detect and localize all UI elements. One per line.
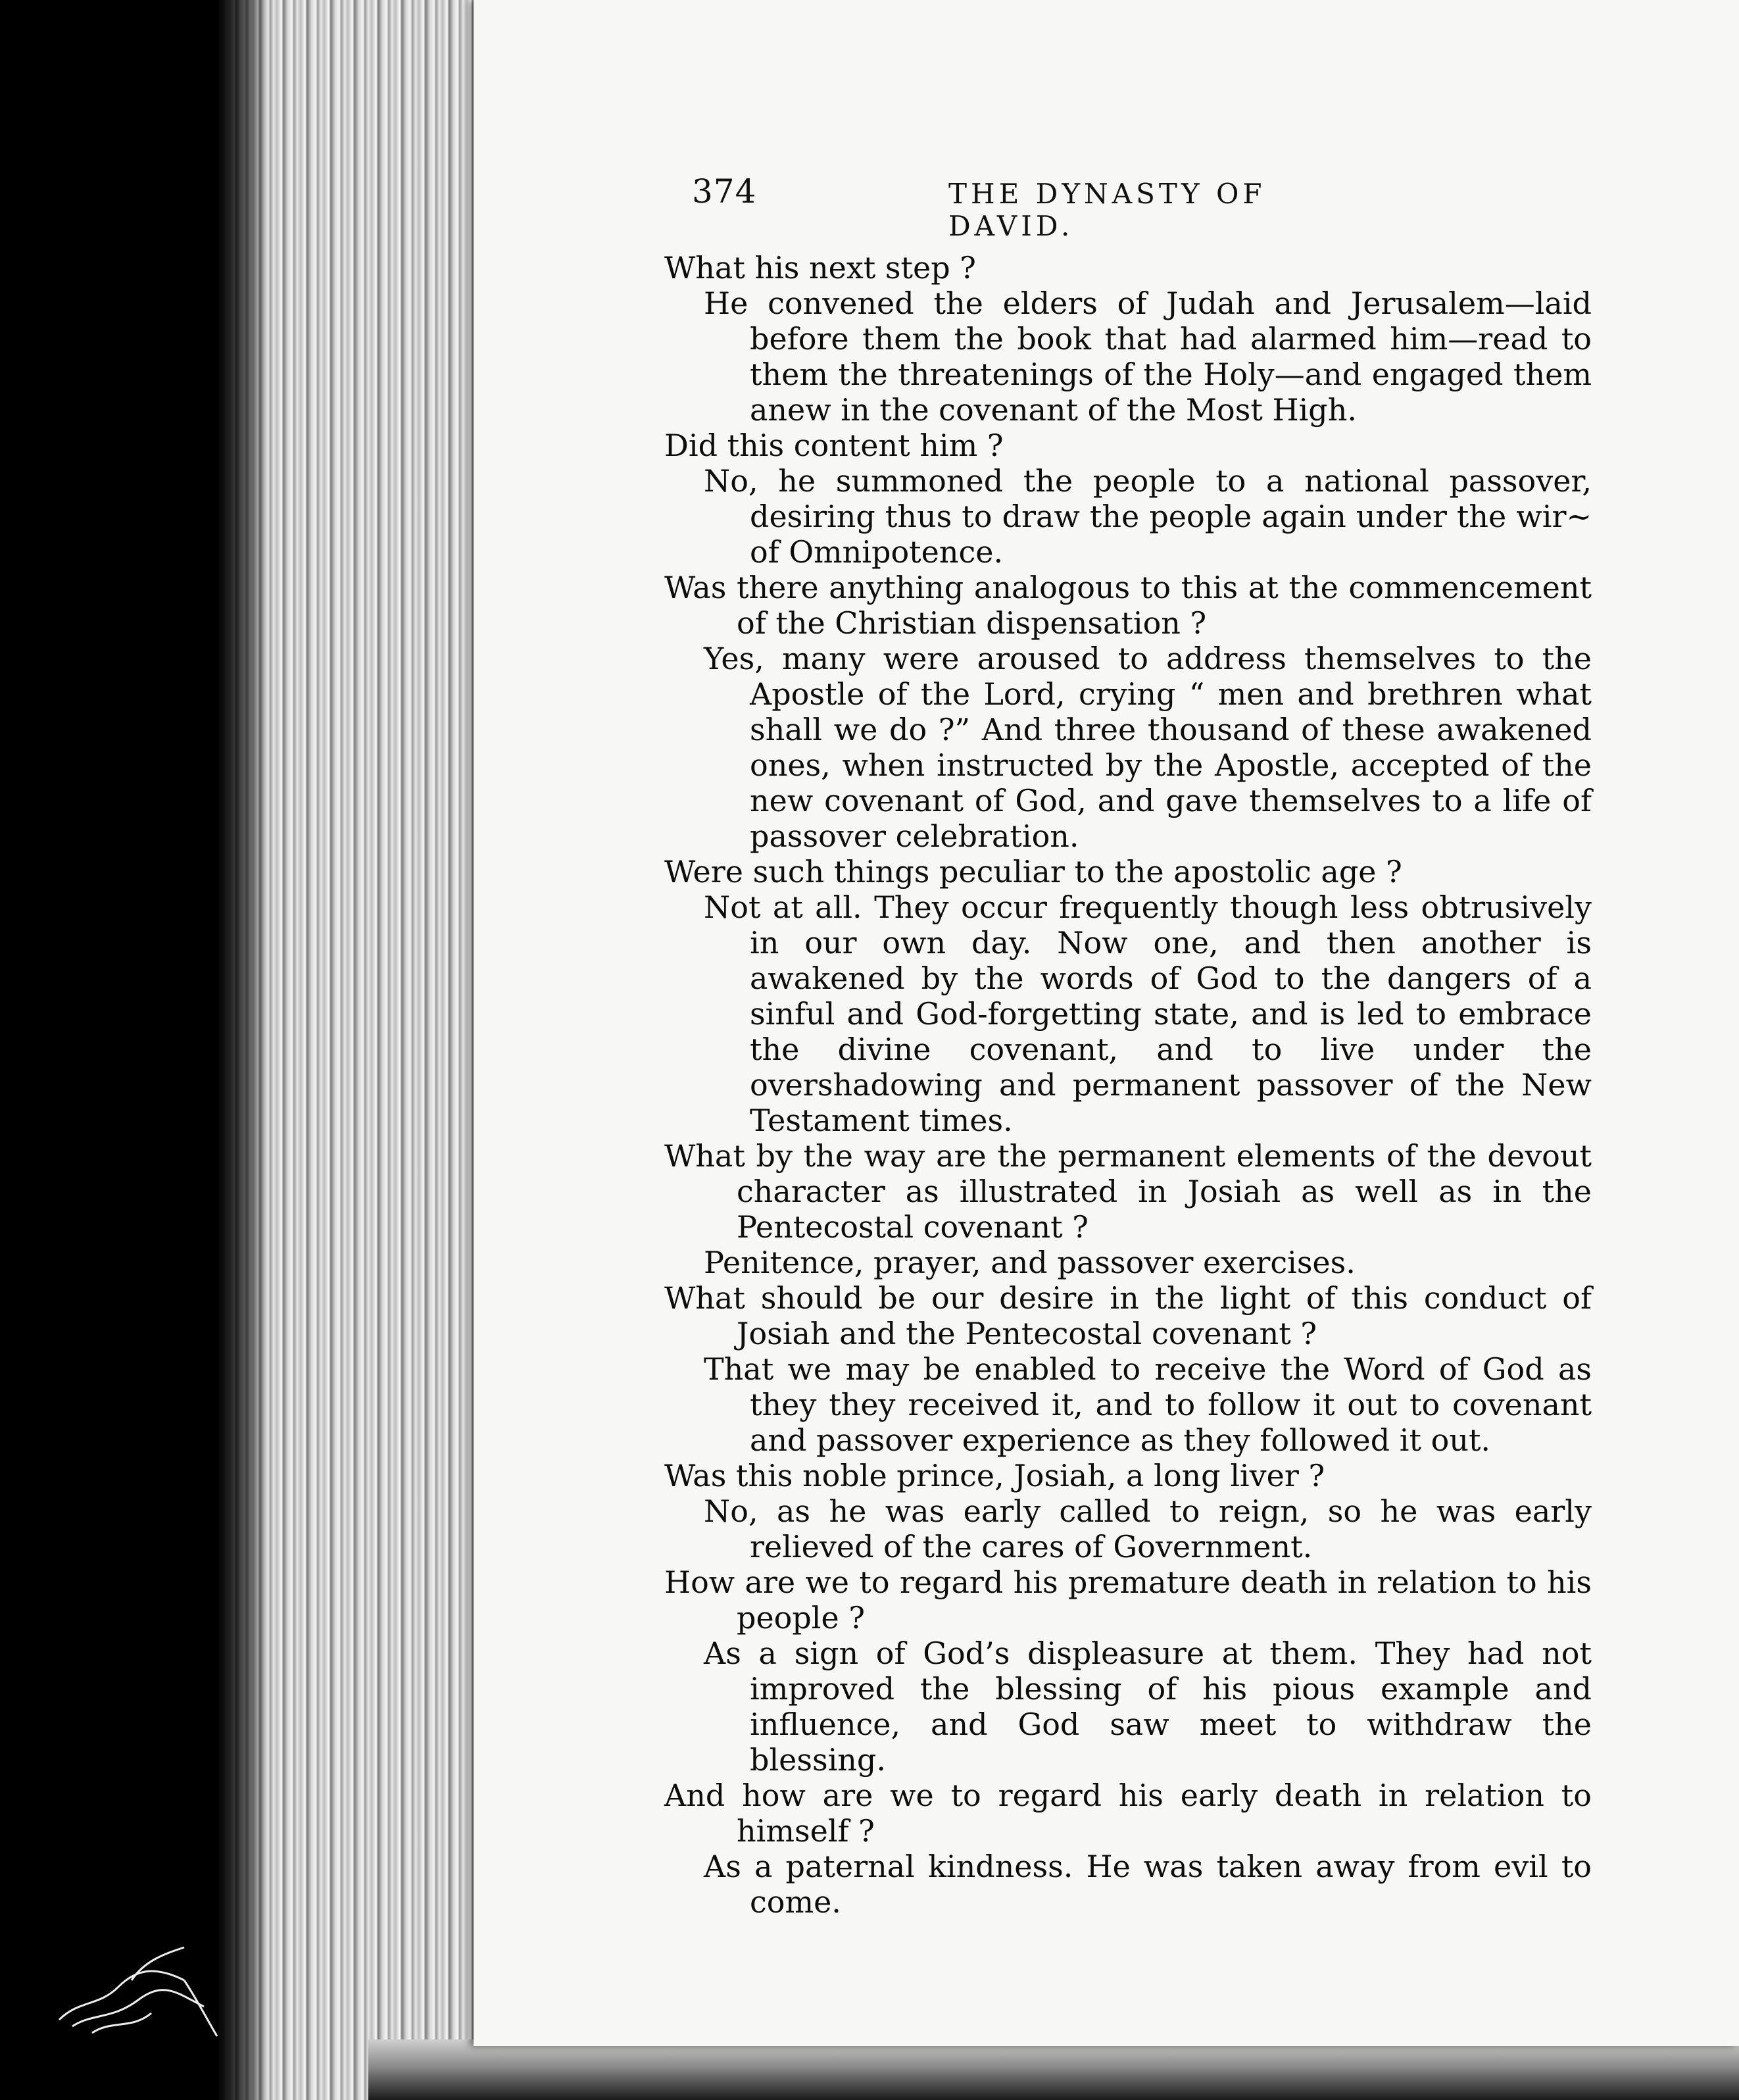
answer-5: Penitence, prayer, and passover exercises.	[704, 1245, 1356, 1280]
catechism-text	[658, 250, 1592, 1920]
answer-3: Yes, many were aroused to address themselves to the Apostle of the Lord, crying “ men and brethren what shall we do ?” And three thousand of these awakened ones, when instructed by the Apostle, accepted of the new covenant of God, and gave themselves to a life of passover celebration.	[704, 641, 1592, 854]
answer-1: He convened the elders of Judah and Jerusalem—laid before them the book that had alarmed him—read to them the threatenings of the Holy—and engaged them anew in the covenant of the Most High.	[704, 286, 1592, 428]
question-6: What should be our desire in the light of this conduct of Josiah and the Pentecostal covenant ?	[664, 1280, 1592, 1351]
answer-2: No, he summoned the people to a national passover, desiring thus to draw the people again under the wir~ of Omnipotence.	[704, 463, 1592, 570]
answer-4: Not at all. They occur frequently though less obtrusively in our own day. Now one, and then another is awakened by the words of God to the dangers of a sinful and God-forgetting state, and is led to embrace the divine covenant, and to live under the overshadowing and permanent passover of the New Testament times.	[704, 889, 1592, 1138]
page-number: 374	[692, 172, 757, 211]
question-9: And how are we to regard his early death in relation to himself ?	[664, 1778, 1592, 1849]
question-4: Were such things peculiar to the apostolic age ?	[664, 854, 1402, 889]
question-1: What his next step ?	[664, 250, 976, 286]
running-head	[692, 172, 1376, 242]
answer-9: As a paternal kindness. He was taken away from evil to come.	[704, 1849, 1592, 1920]
question-2: Did this content him ?	[664, 428, 1004, 463]
book-spine-shadow	[217, 0, 270, 2100]
running-title: THE DYNASTY OF DAVID.	[948, 178, 1266, 242]
question-3: Was there anything analogous to this at the commencement of the Christian dispensation ?	[664, 570, 1592, 641]
answer-7: No, as he was early called to reign, so he was early relieved of the cares of Government.	[704, 1493, 1592, 1564]
answer-6: That we may be enabled to receive the Word of God as they they received it, and to follow it out to covenant and passover experience as they followed it out.	[704, 1351, 1592, 1458]
paper-fiber-debris	[53, 1941, 224, 2039]
question-5: What by the way are the permanent elements of the devout character as illustrated in Josiah as well as in the Pentecostal covenant ?	[664, 1138, 1592, 1245]
question-8: How are we to regard his premature death in relation to his people ?	[664, 1564, 1592, 1636]
question-7: Was this noble prince, Josiah, a long liver ?	[664, 1458, 1325, 1493]
page-bottom-edge	[368, 2039, 1739, 2100]
answer-8: As a sign of God’s displeasure at them. They had not improved the blessing of his pious example and influence, and God saw meet to withdraw the blessing.	[704, 1636, 1592, 1778]
